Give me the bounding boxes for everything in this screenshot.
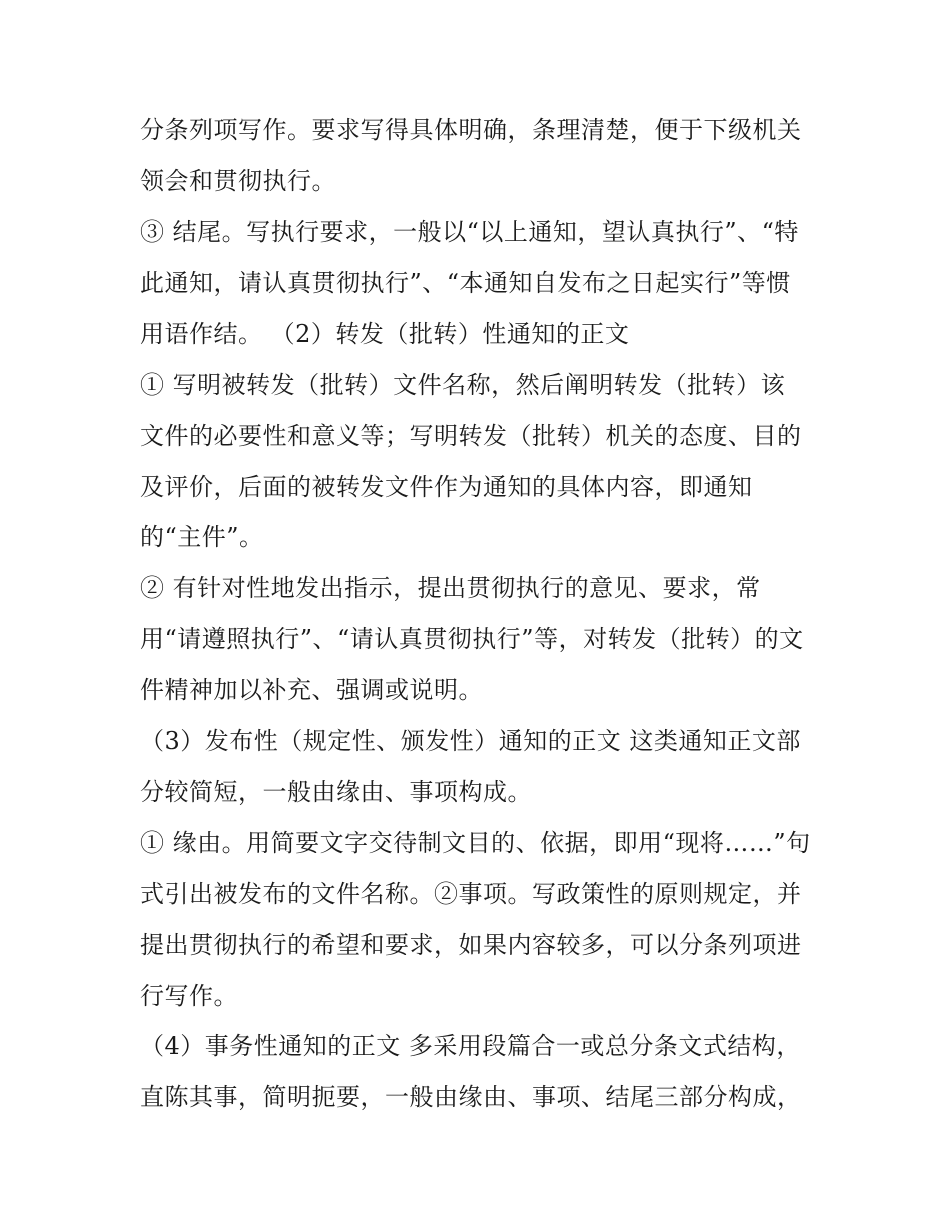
text-line: 用“请遵照执行”、“请认真贯彻执行”等，对转发（批转）的文 — [140, 625, 804, 653]
text-line: 的“主件”。 — [140, 523, 264, 551]
text-line: 式引出被发布的文件名称。②事项。写政策性的原则规定，并 — [140, 880, 802, 908]
text-line: 直陈其事，简明扼要，一般由缘由、事项、结尾三部分构成， — [140, 1083, 802, 1111]
text-line: 用语作结。 （2）转发（批转）性通知的正文 — [140, 320, 630, 348]
text-line: （4）事务性通知的正文 多采用段篇合一或总分条文式结构， — [140, 1032, 801, 1060]
text-line: （3）发布性（规定性、颁发性）通知的正文 这类通知正文部 — [140, 727, 801, 755]
text-line: 行写作。 — [140, 982, 238, 1010]
text-line: 领会和贯彻执行。 — [140, 167, 336, 195]
text-line: ③ 结尾。写执行要求，一般以“以上通知，望认真执行”、“特 — [140, 218, 799, 246]
text-line: 分较简短，一般由缘由、事项构成。 — [140, 778, 532, 806]
text-line: 分条列项写作。要求写得具体明确，条理清楚，便于下级机关 — [140, 116, 802, 144]
text-line: 件精神加以补充、强调或说明。 — [140, 676, 483, 704]
text-line: 此通知，请认真贯彻执行”、“本通知自发布之日起实行”等惯 — [140, 269, 791, 297]
text-line: ① 写明被转发（批转）文件名称，然后阐明转发（批转）该 — [140, 371, 786, 399]
text-line: 及评价，后面的被转发文件作为通知的具体内容，即通知 — [140, 473, 753, 501]
text-line: 提出贯彻执行的希望和要求，如果内容较多，可以分条列项进 — [140, 931, 802, 959]
text-line: ② 有针对性地发出指示，提出贯彻执行的意见、要求，常 — [140, 574, 761, 602]
text-line: 文件的必要性和意义等；写明转发（批转）机关的态度、目的 — [140, 422, 802, 450]
text-line: ① 缘由。用简要文字交待制文目的、依据，即用“现将……”句 — [140, 829, 811, 857]
